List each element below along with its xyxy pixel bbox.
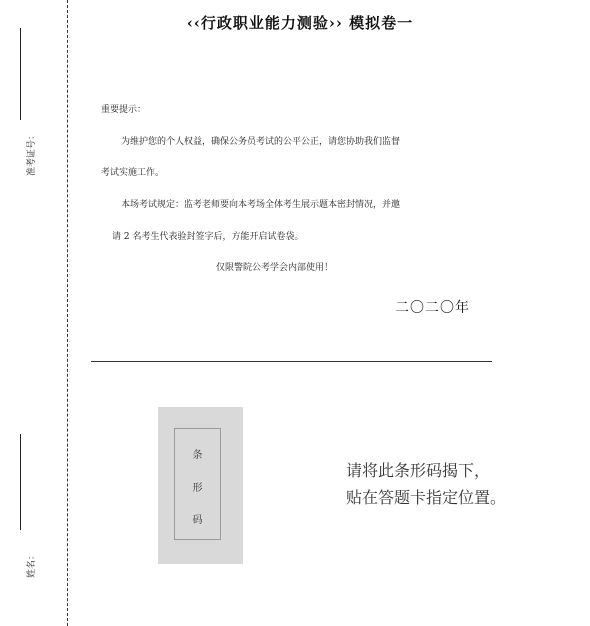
notice-line-1: 为维护您的个人权益，确保公务员考试的公平公正，请您协助我们监督 (121, 137, 401, 147)
notice-line-5: 仅限警院公考学会内部使用！ (216, 263, 334, 273)
section-divider (91, 361, 492, 362)
page-title: ‹‹行政职业能力测验›› 模拟卷一 (186, 14, 414, 32)
barcode-frame (174, 428, 221, 540)
exam-id-line (20, 28, 21, 120)
year-label: 二〇二〇年 (395, 300, 470, 316)
notice-line-3: 本场考试规定：监考老师要向本考场全体考生展示题本密封情况，并邀 (121, 200, 401, 210)
barcode-char-2: 形 (192, 483, 203, 494)
name-label: 姓名： (27, 550, 37, 578)
notice-line-2: 考试实施工作。 (101, 168, 165, 178)
instruction-line-1: 请将此条形码揭下， (346, 461, 491, 480)
binding-dashed-line (67, 0, 68, 626)
name-line (20, 434, 21, 530)
notice-line-4: 请 2 名考生代表验封签字后，方能开启试卷袋。 (112, 232, 304, 242)
barcode-char-1: 条 (192, 450, 203, 461)
barcode-char-3: 码 (192, 515, 203, 526)
exam-id-label: 准考证号： (27, 130, 37, 176)
notice-heading: 重要提示： (101, 105, 147, 115)
barcode-sticker (158, 407, 243, 564)
instruction-line-2: 贴在答题卡指定位置。 (346, 488, 507, 507)
